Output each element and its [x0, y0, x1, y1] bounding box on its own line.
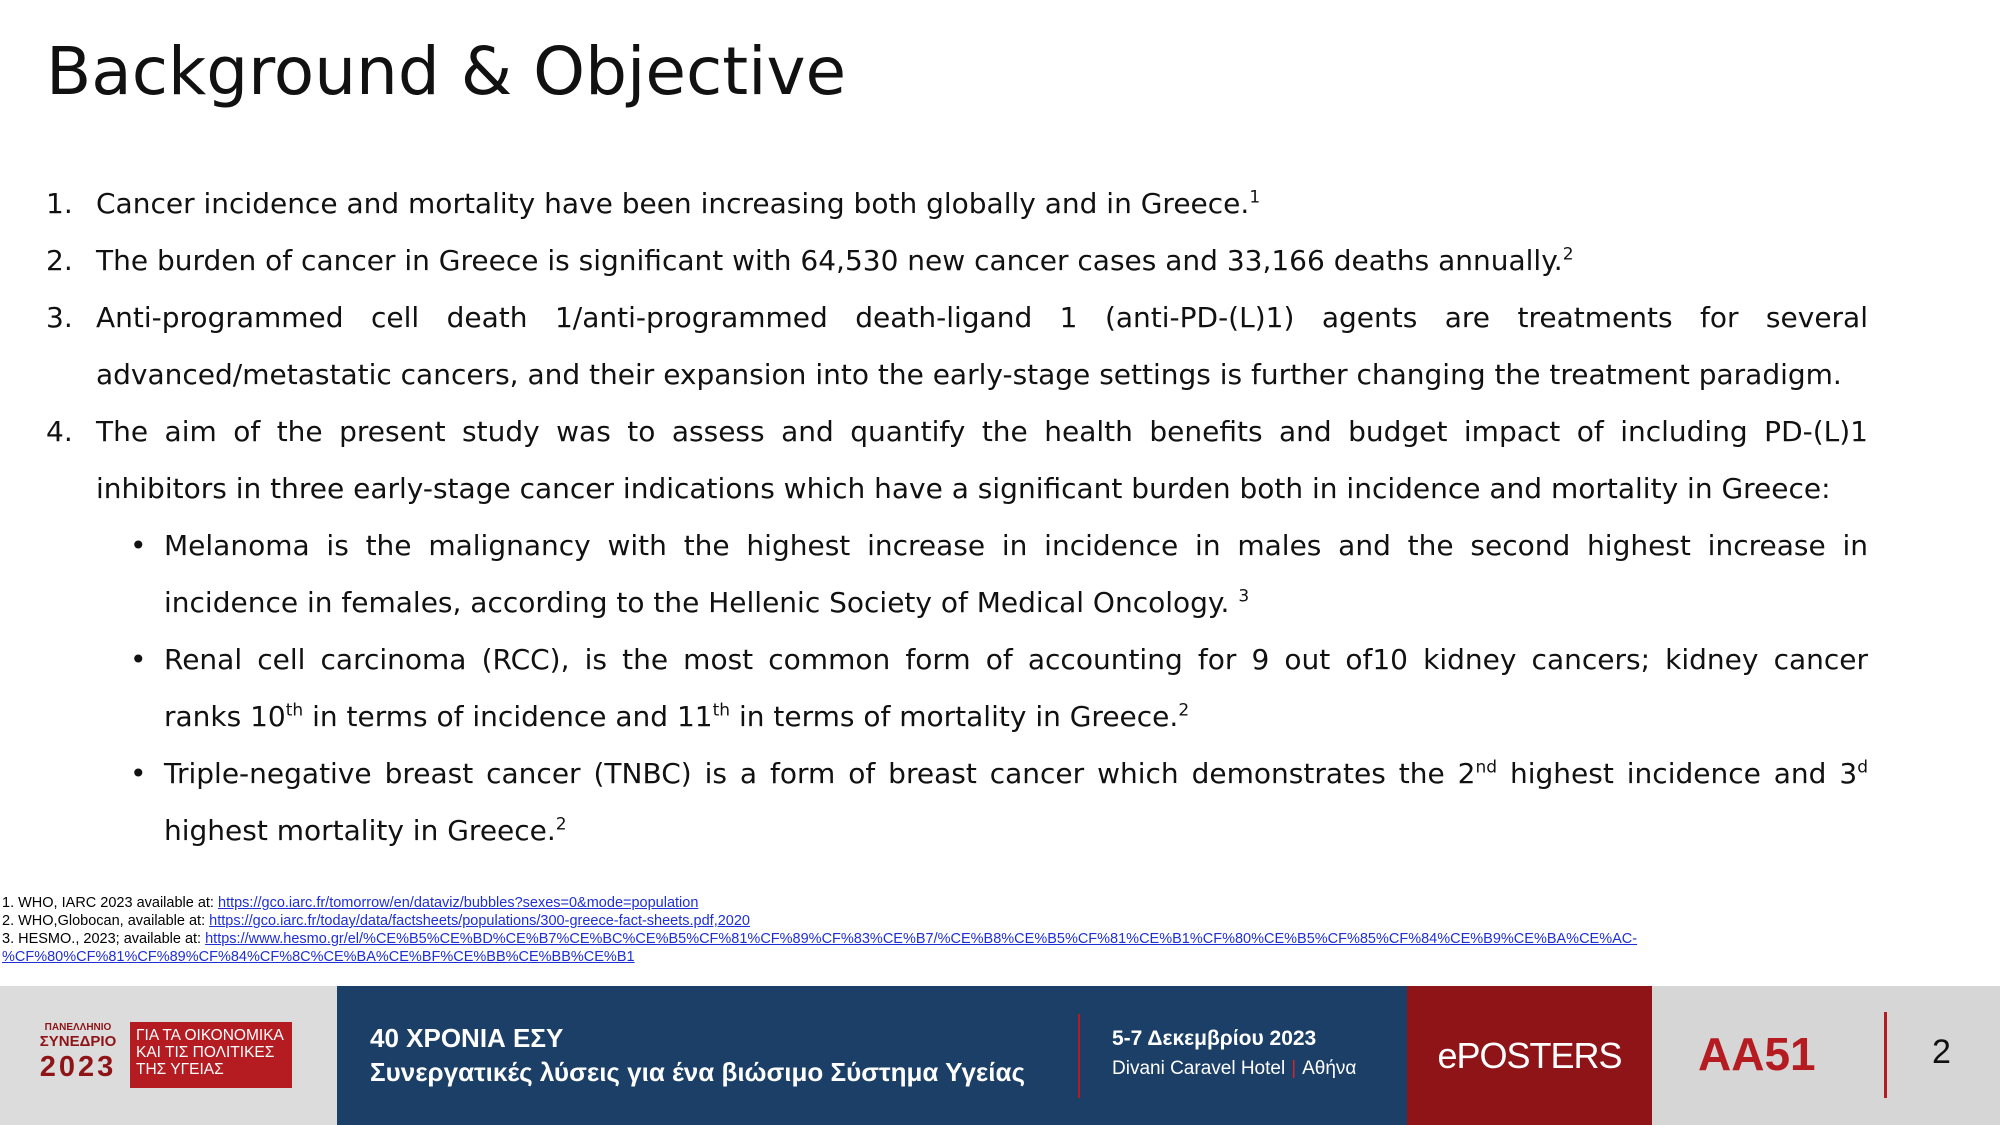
bullet-text-line: incidence in females, according to the Hellenic Society of Medical Oncology.: [164, 586, 1239, 619]
poster-code: AA51: [1698, 1028, 1816, 1080]
ordinal-suffix: d: [1857, 757, 1869, 778]
list-number: 2.: [46, 244, 73, 277]
page-title: Background & Objective: [46, 33, 847, 110]
footnote-mark: 1: [1249, 187, 1261, 208]
list-text: Cancer incidence and mortality have been increasing both globally and in Greece.: [96, 187, 1250, 220]
list-item-3: [46, 289, 1868, 403]
bullet-text-line: highest mortality in Greece.: [164, 814, 556, 847]
references: [2, 894, 1637, 966]
footer-banner: [0, 986, 2000, 1125]
footer-divider-2: [1884, 1012, 1887, 1098]
reference-link[interactable]: https://www.hesmo.gr/el/%CE%B5%CE%BD%CE%B7%CE%BC%CE%B5%CF%81%CF%89%CF%83%CE%B7/%CE%B8%CE%B5%CF%81%CE%B1%CF%80%CE%B5%CF%85%CF%84%CE%B9%CE%BA%CE%AC-: [205, 931, 1638, 947]
list-text-line: advanced/metastatic cancers, and their expansion into the early-stage settings is further changing the treatment paradigm.: [96, 358, 1842, 391]
reference-1: 1. WHO, IARC 2023 available at: https://gco.iarc.fr/tomorrow/en/dataviz/bubbles?sexes=0&mode=population: [2, 895, 699, 911]
event-date: 5-7 Δεκεμβρίου 2023: [1112, 1027, 1317, 1050]
list-number: 1.: [46, 187, 73, 220]
list-number: 4.: [46, 415, 73, 448]
content-list: [46, 175, 1868, 859]
list-text-line: The aim of the present study was to assess and quantify the health benefits and budget impact of including PD-(L)1: [96, 415, 1868, 448]
event-venue: Divani Caravel Hotel | Αθήνα: [1112, 1058, 1357, 1079]
reference-3: 3. HESMO., 2023; available at: https://www.hesmo.gr/el/%CE%B5%CE%BD%CE%B7%CE%BC%CE%B5%CF%81%CF%89%CF%83%CE%B7/%CE%B8%CE%B5%CF%81%CE%B1%CF%80%CE%B5%CF%85%CF%84%CE%B9%CE%BA%CE%AC-: [2, 931, 1638, 947]
bullet-text-part: in terms of incidence and 11: [303, 700, 713, 733]
eposters-label: ePOSTERS: [1437, 1034, 1622, 1076]
list-item-1: [46, 175, 1868, 232]
sub-bullet-tnbc: [46, 745, 1868, 859]
bullet-icon: •: [130, 529, 147, 562]
ordinal-suffix: nd: [1475, 757, 1498, 778]
page-number: 2: [1932, 1033, 1951, 1071]
ordinal-suffix: th: [712, 700, 731, 721]
event-title: 40 ΧΡΟΝΙΑ ΕΣΥ: [370, 1023, 564, 1053]
bullet-icon: •: [130, 757, 147, 790]
reference-2: 2. WHO,Globocan, available at: https://gco.iarc.fr/today/data/factsheets/populations/300-greece-fact-sheets.pdf,2020: [2, 913, 750, 929]
bullet-text-part: in terms of mortality in Greece.: [730, 700, 1179, 733]
footnote-mark: 2: [1178, 700, 1190, 721]
list-text: The burden of cancer in Greece is significant with 64,530 new cancer cases and 33,166 deaths annually.: [96, 244, 1563, 277]
footer-divider: [1078, 1014, 1080, 1098]
sub-bullet-melanoma: [46, 517, 1868, 631]
footnote-mark: 2: [1562, 244, 1574, 265]
congress-logo-box: ΓΙΑ ΤΑ ΟΙΚΟΝΟΜΙΚΑ ΚΑΙ ΤΙΣ ΠΟΛΙΤΙΚΕΣ ΤΗΣ ΥΓΕΙΑΣ: [130, 1022, 292, 1088]
footnote-mark: 3: [1238, 586, 1250, 607]
bullet-icon: •: [130, 643, 147, 676]
reference-3-continued: [2, 948, 1637, 966]
list-text-line: Anti-programmed cell death 1/anti-programmed death-ligand 1 (anti-PD-(L)1) agents are treatments for several: [96, 301, 1868, 334]
list-item-2: [46, 232, 1868, 289]
bullet-text-part: Triple-negative breast cancer (TNBC) is a form of breast cancer which demonstrates the 2: [164, 757, 1476, 790]
reference-link[interactable]: https://gco.iarc.fr/tomorrow/en/dataviz/bubbles?sexes=0&mode=population: [218, 895, 699, 911]
bullet-text-part: highest incidence and 3: [1497, 757, 1858, 790]
footnote-mark: 2: [555, 814, 567, 835]
ordinal-suffix: th: [285, 700, 304, 721]
event-subtitle: Συνεργατικές λύσεις για ένα βιώσιμο Σύστημα Υγείας: [370, 1057, 1025, 1087]
reference-link[interactable]: %CF%80%CF%81%CF%89%CF%84%CF%8C%CE%BA%CE%BF%CE%BB%CE%BB%CE%B1: [2, 949, 635, 965]
list-item-4: [46, 403, 1868, 517]
bullet-text-line: Melanoma is the malignancy with the highest increase in incidence in males and the second highest increase in: [164, 529, 1868, 562]
congress-logo: ΠΑΝΕΛΛΗΝΙΟ ΣΥΝΕΔΡΙΟ 2023: [39, 1022, 117, 1083]
list-number: 3.: [46, 301, 73, 334]
sub-bullet-rcc: [46, 631, 1868, 745]
reference-link[interactable]: https://gco.iarc.fr/today/data/factsheets/populations/300-greece-fact-sheets.pdf,2020: [209, 913, 750, 929]
list-text-line: inhibitors in three early-stage cancer indications which have a significant burden both in incidence and mortality in Greece:: [96, 472, 1831, 505]
bullet-text-line: Renal cell carcinoma (RCC), is the most common form of accounting for 9 out of10 kidney cancers; kidney cancer: [164, 643, 1868, 676]
bullet-text-part: ranks 10: [164, 700, 286, 733]
